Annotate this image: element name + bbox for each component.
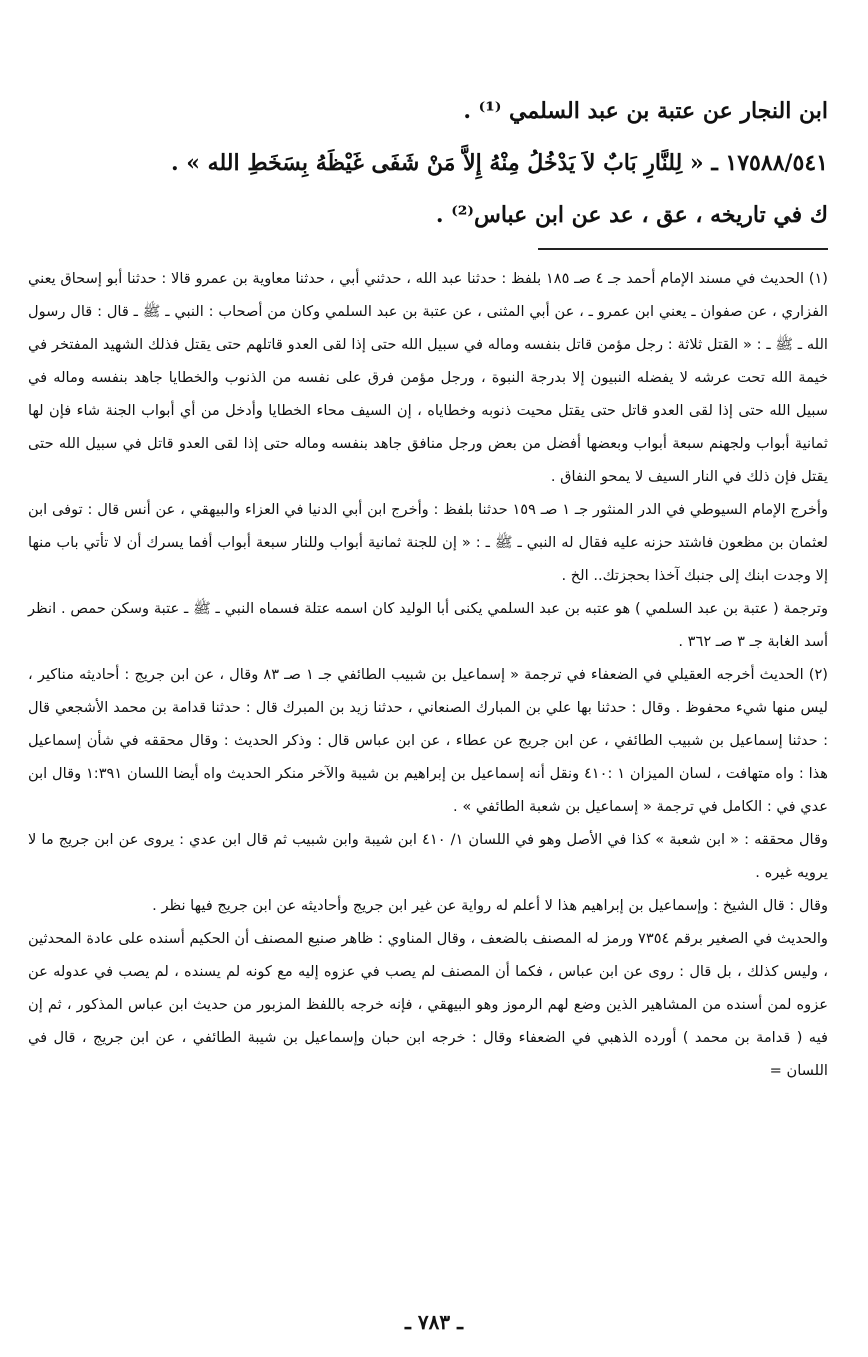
footnote-paragraph: والحديث في الصغير برقم ٧٣٥٤ ورمز له المصنف بالضعف ، وقال المناوي : ظاهر صنيع المصنف أن الحكيم أسنده على عادة المحدثين ، وليس كذلك ، بل قال : روى عن ابن عباس ، فكما أن المصنف لم يصب في عزوه إليه مع كونه لم يسنده ، لم يصب في عدوله عن عزوه لمن أسنده من المشاهير الذين وضع لهم الرموز وهو البيهقي ، فإنه خرجه باللفظ المزبور من حديث ابن عباس المذكور ، ثم إن فيه ( قدامة بن محمد ) أورده الذهبي في الضعفاء وقال : خرجه ابن حبان وإسماعيل بن شيبة الطائفي ، عن ابن جريج ، قال في اللسان = [28, 930, 828, 1079]
main-line-1: ابن النجار عن عتبة بن عبد السلمي ⁽¹⁾ . [463, 98, 828, 124]
footnote-paragraph: وأخرج الإمام السيوطي في الدر المنثور جـ ١ صـ ١٥٩ حدثنا بلفظ : وأخرج ابن أبي الدنيا في العزاء والبيهقي ، عن أنس قال : توفى ابن لعثمان بن مظعون فاشتد حزنه عليه فقال له النبي ـ ﷺ ـ : « إن للجنة ثمانية أبواب وللنار سبعة أبواب أفما يسرك أن لا تأتي باب منها إلا وجدت ابنك إلى جنبك آخذا بحجزتك.. الخ . [28, 501, 828, 584]
page-number: ـ ٧٨٣ ـ [405, 1310, 463, 1334]
footnote-separator [538, 248, 828, 250]
footnote-paragraph: (١) الحديث في مسند الإمام أحمد جـ ٤ صـ ١٨٥ بلفظ : حدثنا عبد الله ، حدثني أبي ، حدثنا معاوية بن عمرو قالا : حدثنا أبو إسحاق يعني الفزاري ، عن صفوان ـ يعني ابن عمرو ـ ، عن أبي المثنى ، عن عتبة بن عبد السلمي وكان من أصحاب : النبي ـ ﷺ ـ قال : قال رسول الله ـ ﷺ ـ : « القتل ثلاثة : رجل مؤمن قاتل بنفسه وماله في سبيل الله حتى إذا لقى العدو قاتلهم حتى يقتل فذلك الشهيد المفتخر في خيمة الله تحت عرشه لا يفضله النبيون إلا بدرجة النبوة ، ورجل مؤمن فرق على نفسه من الذنوب والخطايا جاهد بنفسه وماله في سبيل الله حتى إذا لقى العدو قاتل حتى يقتل محيت ذنوبه وخطاياه ، إن السيف محاء الخطايا وأدخل من أي أبواب الجنة شاء فإن لها ثمانية أبواب ولجهنم سبعة أبواب وبعضها أفضل من بعض ورجل منافق جاهد بنفسه وماله حتى إذا لقى العدو قاتل في سبيل الله حتى يقتل فإن ذلك في النار السيف لا يمحو النفاق . [28, 270, 828, 485]
footnote-2 [28, 658, 828, 1087]
main-text [40, 85, 828, 241]
footnote-paragraph: وقال محققه : « ابن شعبة » كذا في الأصل وهو في اللسان ١/ ٤١٠ ابن شيبة وابن شبيب ثم قال ابن عدي : يروى عن ابن جريج ما لا يرويه غيره . [28, 831, 829, 881]
footnotes [28, 262, 828, 1087]
footnote-paragraph: وترجمة ( عتبة بن عبد السلمي ) هو عتبه بن عبد السلمي يكنى أبا الوليد كان اسمه عتلة فسماه النبي ـ ﷺ ـ عتبة وسكن حمص . انظر أسد الغابة جـ ٣ صـ ٣٦٢ . [28, 600, 828, 650]
main-line-3: ك في تاريخه ، عق ، عد عن ابن عباس⁽²⁾ . [435, 202, 828, 228]
footnote-paragraph: وقال : قال الشيخ : وإسماعيل بن إبراهيم هذا لا أعلم له رواية عن غير ابن جريج وأحاديثه عن ابن جريج فيها نظر . [152, 897, 828, 914]
footnote-paragraph: (٢) الحديث أخرجه العقيلي في الضعفاء في ترجمة « إسماعيل بن شبيب الطائفي جـ ١ صـ ٨٣ وقال ، عن ابن جريج : أحاديثه مناكير ، ليس منها شيء محفوظ . وقال : حدثنا بها علي بن المبارك الصنعاني ، حدثنا زيد بن المبرك قال : حدثنا قدامة بن محمد الأشجعي قال : حدثنا إسماعيل بن شبيب الطائفي ، عن ابن جريج عن عطاء ، عن ابن عباس قال : وذكر الحديث : وقال محققه في شأن إسماعيل هذا : واه متهافت ، لسان الميزان ١ :٤١٠ ونقل أنه إسماعيل بن إبراهيم بن شيبة والآخر منكر الحديث واه أيضا اللسان ١:٣٩١ وقال ابن عدي في : الكامل في ترجمة « إسماعيل بن شعبة الطائفي » . [28, 666, 828, 815]
hadith-line: ١٧٥٨٨/٥٤١ ـ « لِلنَّارِ بَابٌ لاَ يَدْخُلُ مِنْهُ إِلاَّ مَنْ شَفَى غَيْظَهُ بِسَخَطِ الله » . [170, 150, 828, 176]
footnote-1 [28, 262, 828, 658]
